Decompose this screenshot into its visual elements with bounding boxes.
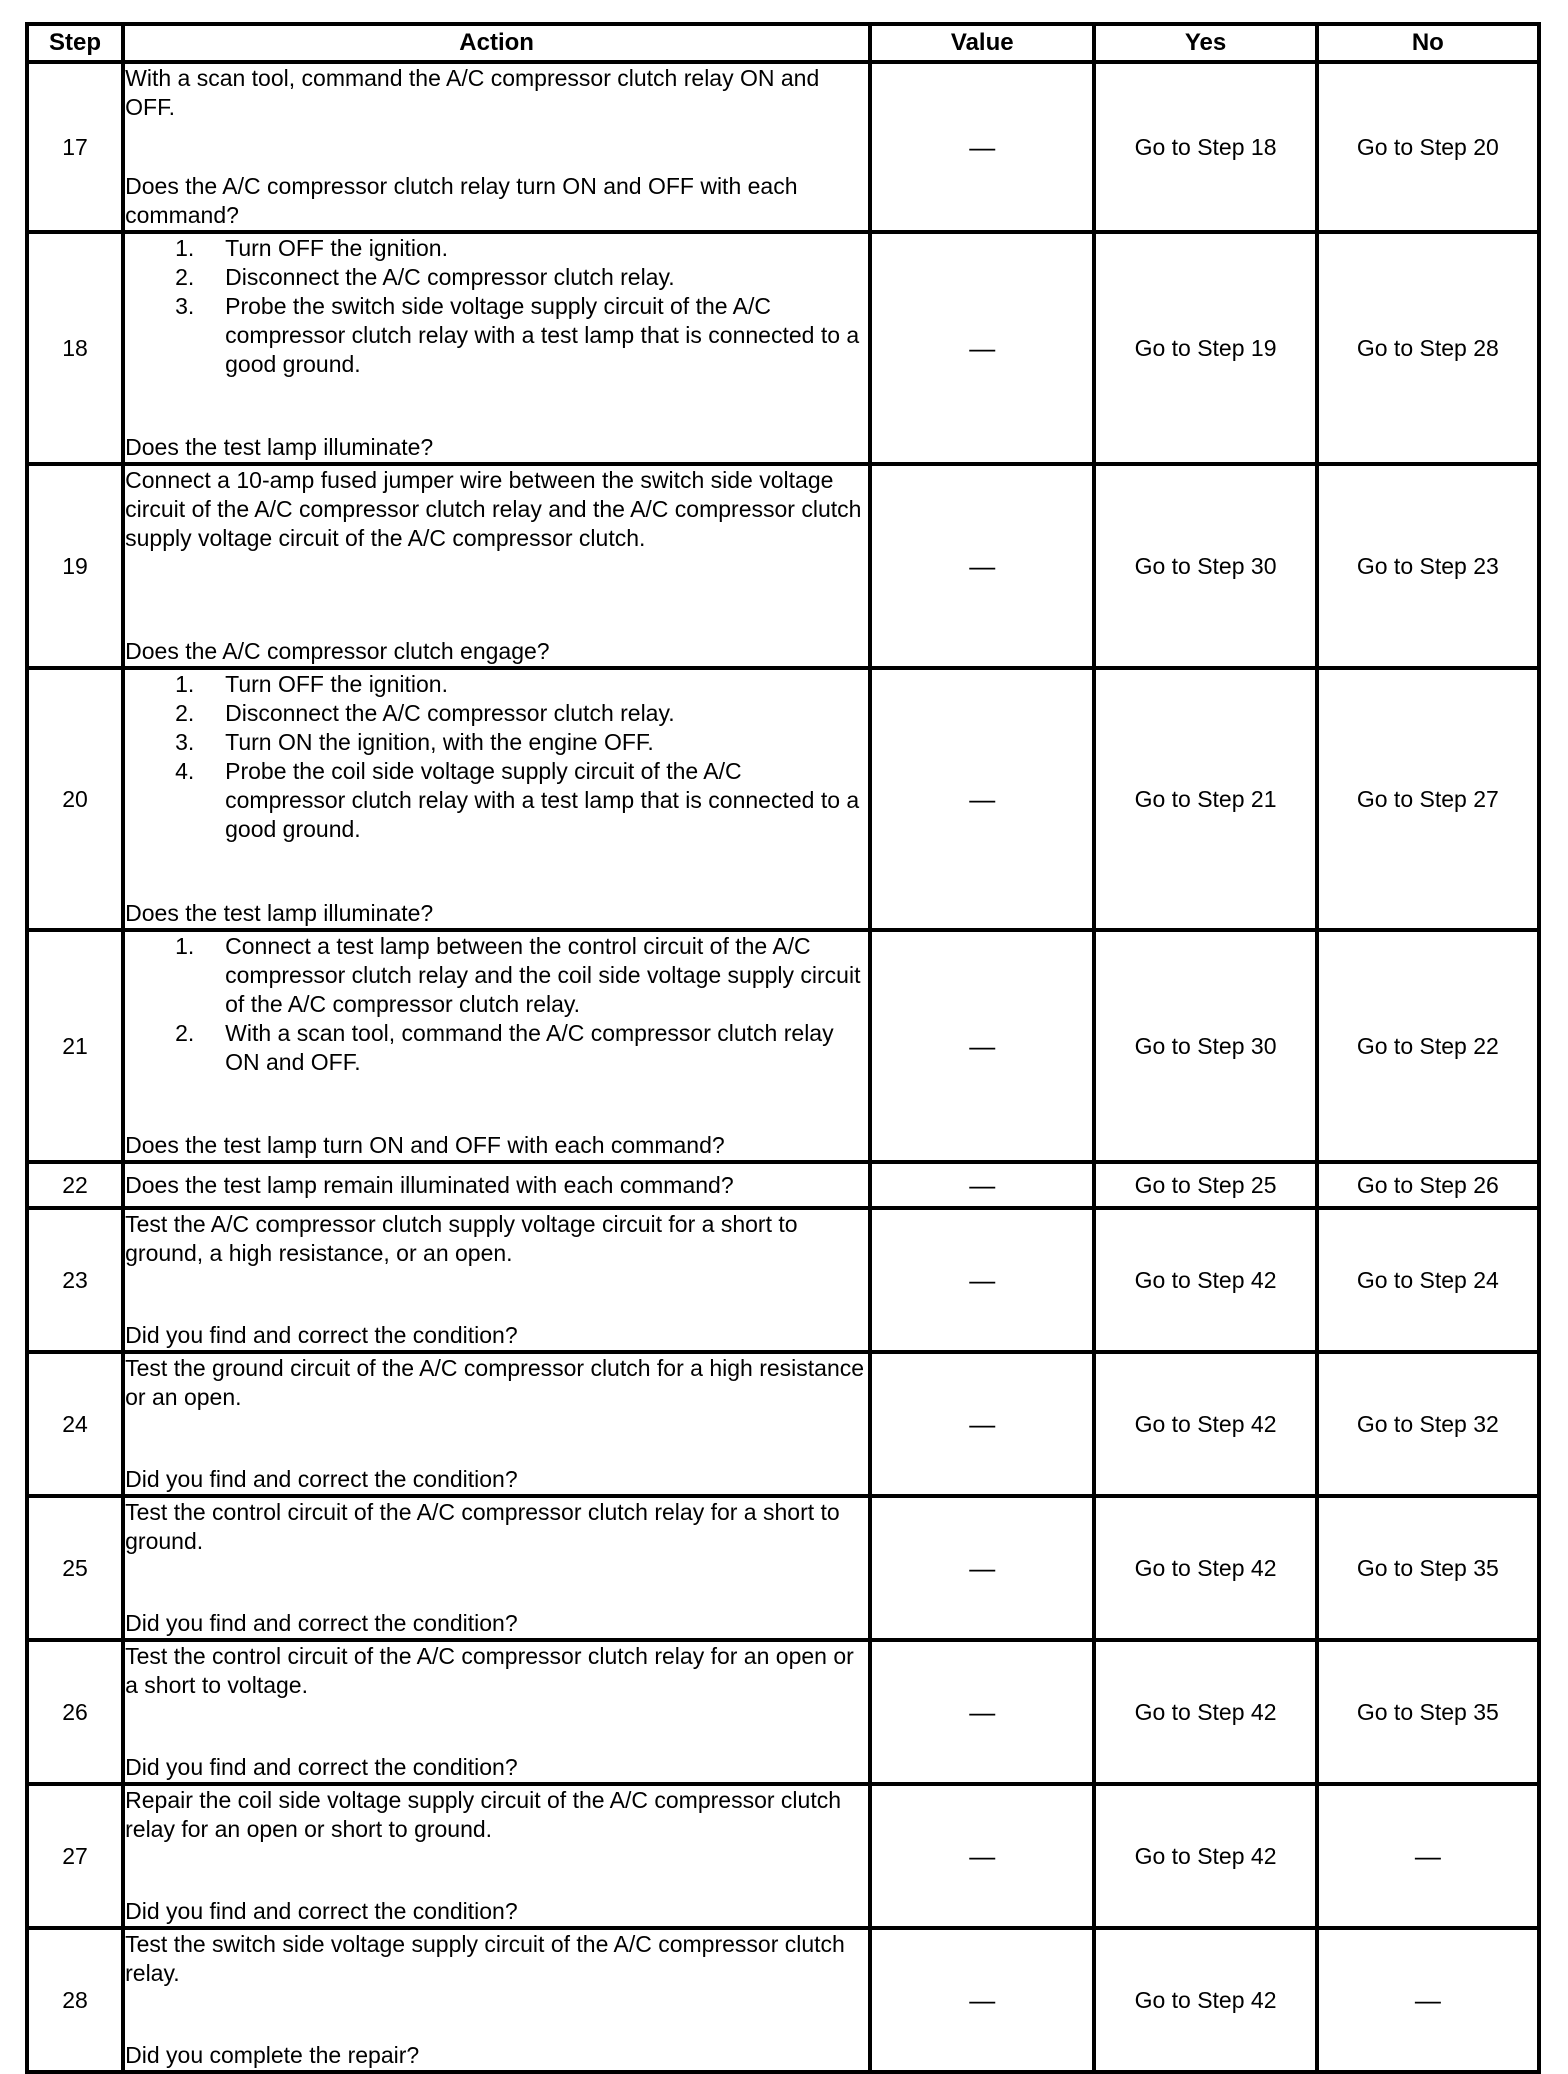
diagnostic-table [25, 22, 1541, 2074]
question-text: Did you find and correct the condition? [125, 1322, 518, 1348]
yes-outcome: Go to Step 42 [1094, 1784, 1316, 1928]
instruction-item [125, 699, 868, 728]
instruction-number: 1. [175, 671, 195, 697]
no-outcome: — [1317, 1784, 1539, 1928]
question-text: Did you find and correct the condition? [125, 1754, 518, 1780]
instruction-item [125, 670, 868, 699]
instruction-text: Connect a test lamp between the control circuit of the A/C compressor clutch relay and the coil side voltage supply circuit of the A/C compressor clutch relay. [225, 933, 861, 1017]
action-content [125, 1210, 868, 1350]
step-number: 27 [27, 1784, 123, 1928]
action-instructions [125, 466, 868, 553]
instruction-text: Test the ground circuit of the A/C compressor clutch for a high resistance or an open. [125, 1355, 865, 1410]
action-instructions [125, 1498, 868, 1556]
step-number: 18 [27, 232, 123, 464]
instruction-text: Probe the switch side voltage supply circuit of the A/C compressor clutch relay with a test lamp that is connected to a good ground. [225, 293, 860, 377]
instruction-text: Disconnect the A/C compressor clutch relay. [225, 264, 675, 290]
instruction-text: Test the control circuit of the A/C compressor clutch relay for a short to ground. [125, 1499, 840, 1554]
step-number: 26 [27, 1640, 123, 1784]
no-outcome: Go to Step 35 [1317, 1640, 1539, 1784]
instruction-text: Test the switch side voltage supply circuit of the A/C compressor clutch relay. [125, 1931, 845, 1986]
yes-outcome: Go to Step 21 [1094, 668, 1316, 930]
action-cell [123, 464, 870, 668]
table-row [27, 1784, 1539, 1928]
no-outcome: Go to Step 24 [1317, 1208, 1539, 1352]
question-text: Does the test lamp illuminate? [125, 900, 434, 926]
value-cell: — [870, 1352, 1094, 1496]
action-content [125, 670, 868, 928]
action-content [125, 1786, 868, 1926]
instruction-text: Connect a 10-amp fused jumper wire between the switch side voltage circuit of the A/C compressor clutch relay and the A/C compressor clutch supply voltage circuit of the A/C compressor clutch. [125, 467, 862, 551]
action-content [125, 1930, 868, 2070]
instruction-item [125, 292, 868, 379]
instruction-item [125, 932, 868, 1019]
value-cell: — [870, 1784, 1094, 1928]
table-row [27, 1352, 1539, 1496]
no-outcome: Go to Step 20 [1317, 62, 1539, 232]
instruction-text: With a scan tool, command the A/C compressor clutch relay ON and OFF. [225, 1020, 834, 1075]
yes-outcome: Go to Step 25 [1094, 1162, 1316, 1208]
instruction-item [125, 728, 868, 757]
instruction-text: Turn ON the ignition, with the engine OFF. [225, 729, 654, 755]
action-content [125, 1498, 868, 1638]
instruction-number: 1. [175, 235, 195, 261]
action-instructions [125, 1930, 868, 1988]
no-outcome: Go to Step 26 [1317, 1162, 1539, 1208]
instruction-item [125, 263, 868, 292]
instruction-text: Turn OFF the ignition. [225, 671, 448, 697]
yes-outcome: Go to Step 30 [1094, 930, 1316, 1162]
table-row [27, 668, 1539, 930]
yes-outcome: Go to Step 42 [1094, 1208, 1316, 1352]
header-row [27, 24, 1539, 62]
header-step: Step [27, 24, 123, 62]
header-no: No [1317, 24, 1539, 62]
header-yes: Yes [1094, 24, 1316, 62]
yes-outcome: Go to Step 42 [1094, 1496, 1316, 1640]
value-cell: — [870, 1640, 1094, 1784]
action-content [125, 932, 868, 1160]
action-instructions [125, 932, 868, 1077]
instruction-text: Disconnect the A/C compressor clutch relay. [225, 700, 675, 726]
action-cell [123, 1162, 870, 1208]
action-content [125, 1642, 868, 1782]
table-row [27, 1208, 1539, 1352]
instruction-number: 2. [175, 1020, 195, 1046]
instruction-text: Repair the coil side voltage supply circuit of the A/C compressor clutch relay for an open or short to ground. [125, 1787, 842, 1842]
instruction-list [125, 670, 868, 844]
action-content [125, 234, 868, 462]
no-outcome: Go to Step 27 [1317, 668, 1539, 930]
no-outcome: — [1317, 1928, 1539, 2072]
yes-outcome: Go to Step 42 [1094, 1928, 1316, 2072]
step-number: 22 [27, 1162, 123, 1208]
value-cell: — [870, 1928, 1094, 2072]
action-instructions [125, 234, 868, 379]
action-cell [123, 232, 870, 464]
table-body [27, 62, 1539, 2072]
question-text: Does the test lamp turn ON and OFF with each command? [125, 1132, 725, 1158]
step-number: 17 [27, 62, 123, 232]
question-text: Does the test lamp illuminate? [125, 434, 434, 460]
step-number: 24 [27, 1352, 123, 1496]
no-outcome: Go to Step 28 [1317, 232, 1539, 464]
yes-outcome: Go to Step 18 [1094, 62, 1316, 232]
action-cell [123, 1928, 870, 2072]
instruction-list [125, 234, 868, 379]
step-number: 23 [27, 1208, 123, 1352]
action-instructions [125, 1642, 868, 1700]
question-text: Did you find and correct the condition? [125, 1466, 518, 1492]
instruction-item [125, 1019, 868, 1077]
instruction-text: Test the A/C compressor clutch supply voltage circuit for a short to ground, a high resistance, or an open. [125, 1211, 798, 1266]
action-instructions [125, 64, 868, 122]
action-instructions [125, 670, 868, 844]
value-cell: — [870, 1162, 1094, 1208]
table-row [27, 1640, 1539, 1784]
action-cell [123, 1208, 870, 1352]
instruction-number: 2. [175, 264, 195, 290]
value-cell: — [870, 1496, 1094, 1640]
value-cell: — [870, 930, 1094, 1162]
value-cell: — [870, 668, 1094, 930]
action-cell [123, 668, 870, 930]
instruction-text: Turn OFF the ignition. [225, 235, 448, 261]
instruction-list [125, 932, 868, 1077]
table-row [27, 62, 1539, 232]
value-cell: — [870, 232, 1094, 464]
question-text: Did you find and correct the condition? [125, 1898, 518, 1924]
instruction-text: With a scan tool, command the A/C compressor clutch relay ON and OFF. [125, 65, 820, 120]
instruction-number: 3. [175, 729, 195, 755]
instruction-number: 2. [175, 700, 195, 726]
action-instructions [125, 1786, 868, 1844]
table-row [27, 930, 1539, 1162]
action-content [125, 466, 868, 666]
yes-outcome: Go to Step 30 [1094, 464, 1316, 668]
step-number: 20 [27, 668, 123, 930]
value-cell: — [870, 464, 1094, 668]
action-content [125, 1354, 868, 1494]
instruction-text: Probe the coil side voltage supply circuit of the A/C compressor clutch relay with a test lamp that is connected to a good ground. [225, 758, 860, 842]
instruction-item [125, 757, 868, 844]
question-text: Does the test lamp remain illuminated with each command? [125, 1171, 734, 1198]
no-outcome: Go to Step 23 [1317, 464, 1539, 668]
action-instructions [125, 1354, 868, 1412]
no-outcome: Go to Step 32 [1317, 1352, 1539, 1496]
value-cell: — [870, 62, 1094, 232]
table-row [27, 232, 1539, 464]
value-cell: — [870, 1208, 1094, 1352]
action-instructions [125, 1210, 868, 1268]
yes-outcome: Go to Step 42 [1094, 1352, 1316, 1496]
action-cell [123, 1496, 870, 1640]
step-number: 19 [27, 464, 123, 668]
no-outcome: Go to Step 35 [1317, 1496, 1539, 1640]
action-cell [123, 1784, 870, 1928]
step-number: 25 [27, 1496, 123, 1640]
action-cell [123, 62, 870, 232]
action-cell [123, 1352, 870, 1496]
action-cell [123, 930, 870, 1162]
instruction-number: 4. [175, 758, 195, 784]
action-cell [123, 1640, 870, 1784]
table-row [27, 1928, 1539, 2072]
step-number: 28 [27, 1928, 123, 2072]
table-row [27, 1162, 1539, 1208]
header-action: Action [123, 24, 870, 62]
instruction-text: Test the control circuit of the A/C compressor clutch relay for an open or a short to voltage. [125, 1643, 854, 1698]
action-content [125, 64, 868, 230]
table-row [27, 464, 1539, 668]
instruction-item [125, 234, 868, 263]
step-number: 21 [27, 930, 123, 1162]
yes-outcome: Go to Step 42 [1094, 1640, 1316, 1784]
question-text: Did you find and correct the condition? [125, 1610, 518, 1636]
table-row [27, 1496, 1539, 1640]
question-text: Did you complete the repair? [125, 2042, 420, 2068]
header-value: Value [870, 24, 1094, 62]
yes-outcome: Go to Step 19 [1094, 232, 1316, 464]
question-text: Does the A/C compressor clutch relay turn ON and OFF with each command? [125, 173, 798, 228]
instruction-number: 1. [175, 933, 195, 959]
no-outcome: Go to Step 22 [1317, 930, 1539, 1162]
question-text: Does the A/C compressor clutch engage? [125, 638, 550, 664]
instruction-number: 3. [175, 293, 195, 319]
